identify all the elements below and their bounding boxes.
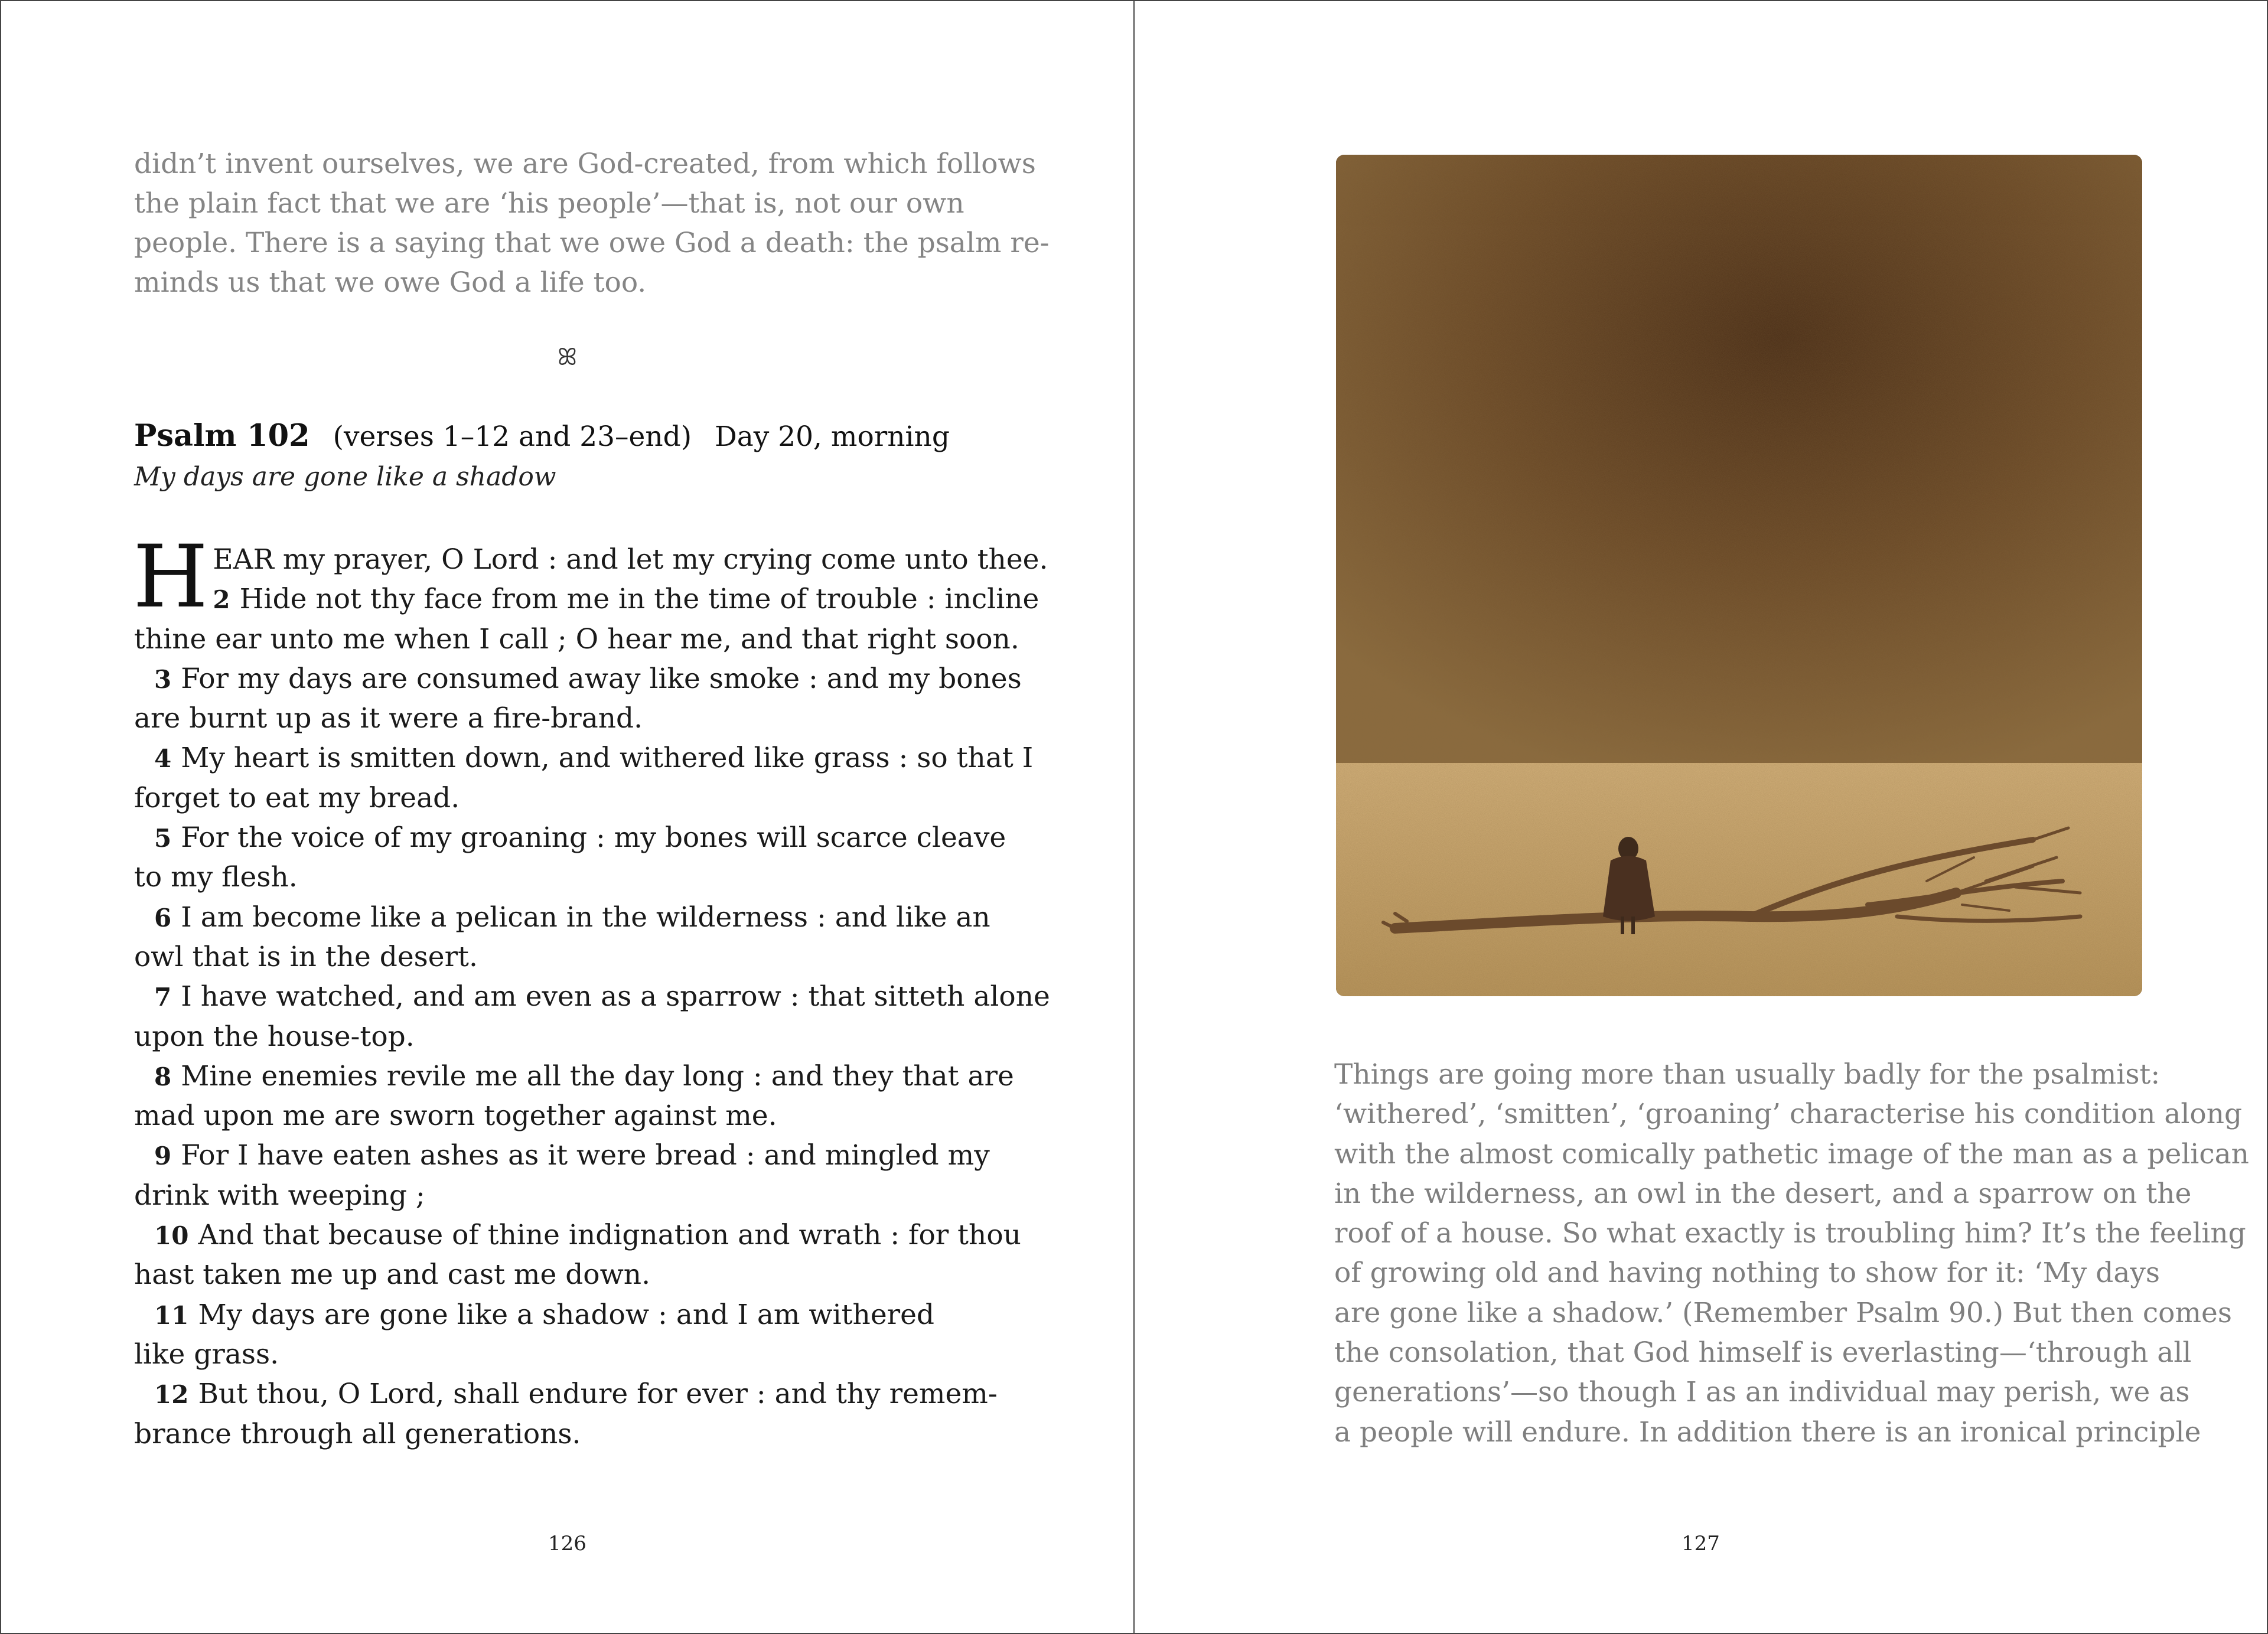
commentary-line: the consolation, that God himself is everlasting—‘through all <box>1334 1336 2192 1369</box>
verse-line: 11 My days are gone like a shadow : and I am withered <box>154 1298 934 1331</box>
psalm-verses <box>133 527 1050 1454</box>
psalm-title: Psalm 102 <box>134 418 310 454</box>
verse-line: 4 My heart is smitten down, and withered like grass : so that I <box>154 742 1034 775</box>
commentary-line: are gone like a shadow.’ (Remember Psalm 90.) But then comes <box>1334 1296 2232 1329</box>
verse-line: owl that is in the desert. <box>134 940 478 973</box>
verse-line: 6 I am become like a pelican in the wilderness : and like an <box>154 901 990 934</box>
verse-line: 2 Hide not thy face from me in the time of trouble : incline <box>213 583 1040 616</box>
intro-line: the plain fact that we are ‘his people’—that is, not our own <box>134 187 964 220</box>
commentary-line: roof of a house. So what exactly is troubling him? It’s the feeling <box>1334 1217 2246 1250</box>
intro-line: didn’t invent ourselves, we are God-created, from which follows <box>134 148 1036 180</box>
page-number-left: 126 <box>548 1532 586 1555</box>
verse-line: mad upon me are sworn together against me. <box>134 1100 777 1133</box>
verse-line: like grass. <box>134 1338 279 1371</box>
intro-line: people. There is a saying that we owe God a death: the psalm re- <box>134 227 1050 259</box>
verse-line: 7 I have watched, and am even as a sparrow : that sitteth alone <box>154 980 1050 1013</box>
verse-line: EAR my prayer, O Lord : and let my crying come unto thee. <box>213 543 1048 576</box>
intro-line: minds us that we owe God a life too. <box>134 266 647 299</box>
verse-line: thine ear unto me when I call ; O hear me, and that right soon. <box>134 622 1019 655</box>
verse-line: to my flesh. <box>134 861 298 894</box>
verse-line: 9 For I have eaten ashes as it were bread : and mingled my <box>154 1139 990 1172</box>
verse-line: hast taken me up and cast me down. <box>134 1258 651 1291</box>
page-number-right: 127 <box>1682 1532 1720 1555</box>
verse-line: are burnt up as it were a fire-brand. <box>134 702 643 735</box>
verse-line: brance through all generations. <box>134 1417 581 1450</box>
verse-line: upon the house-top. <box>134 1020 415 1053</box>
verse-line: 3 For my days are consumed away like smoke : and my bones <box>154 662 1022 695</box>
commentary-line: Things are going more than usually badly for the psalmist: <box>1334 1058 2161 1091</box>
intro-paragraph <box>134 144 1050 302</box>
verse-line: 5 For the voice of my groaning : my bones will scarce cleave <box>154 821 1006 854</box>
drop-cap: H <box>133 527 208 627</box>
verse-line: forget to eat my bread. <box>134 781 460 814</box>
psalm-heading <box>134 418 950 454</box>
commentary-line: generations’—so though I as an individual may perish, we as <box>1334 1376 2190 1409</box>
commentary-paragraph <box>1334 1058 2249 1456</box>
psalm-subtitle: My days are gone like a shadow <box>134 462 556 492</box>
psalm-verses-range: (verses 1–12 and 23–end) <box>333 420 692 453</box>
verse-line: 8 Mine enemies revile me all the day long : and they that are <box>154 1059 1014 1092</box>
verse-line: 12 But thou, O Lord, shall endure for ever : and thy remem- <box>154 1378 998 1411</box>
commentary-line: with the almost comically pathetic image of the man as a pelican <box>1334 1137 2249 1170</box>
psalm-day: Day 20, morning <box>715 420 950 453</box>
commentary-line: in the wilderness, an owl in the desert, and a sparrow on the <box>1334 1177 2192 1210</box>
right-page <box>1135 1 2267 1633</box>
section-ornament: ꕤ <box>557 344 578 371</box>
verse-line: 10 And that because of thine indignation and wrath : for thou <box>154 1219 1021 1252</box>
illustration-figure-on-fallen-tree <box>1336 155 2142 996</box>
verse-line: drink with weeping ; <box>134 1179 425 1212</box>
left-page <box>1 1 1133 1633</box>
commentary-line: of growing old and having nothing to show for it: ‘My days <box>1334 1257 2161 1290</box>
commentary-line: ‘withered’, ‘smitten’, ‘groaning’ characterise his condition along <box>1334 1098 2243 1131</box>
commentary-line: a people will endure. In addition there is an ironical principle <box>1334 1416 2201 1449</box>
